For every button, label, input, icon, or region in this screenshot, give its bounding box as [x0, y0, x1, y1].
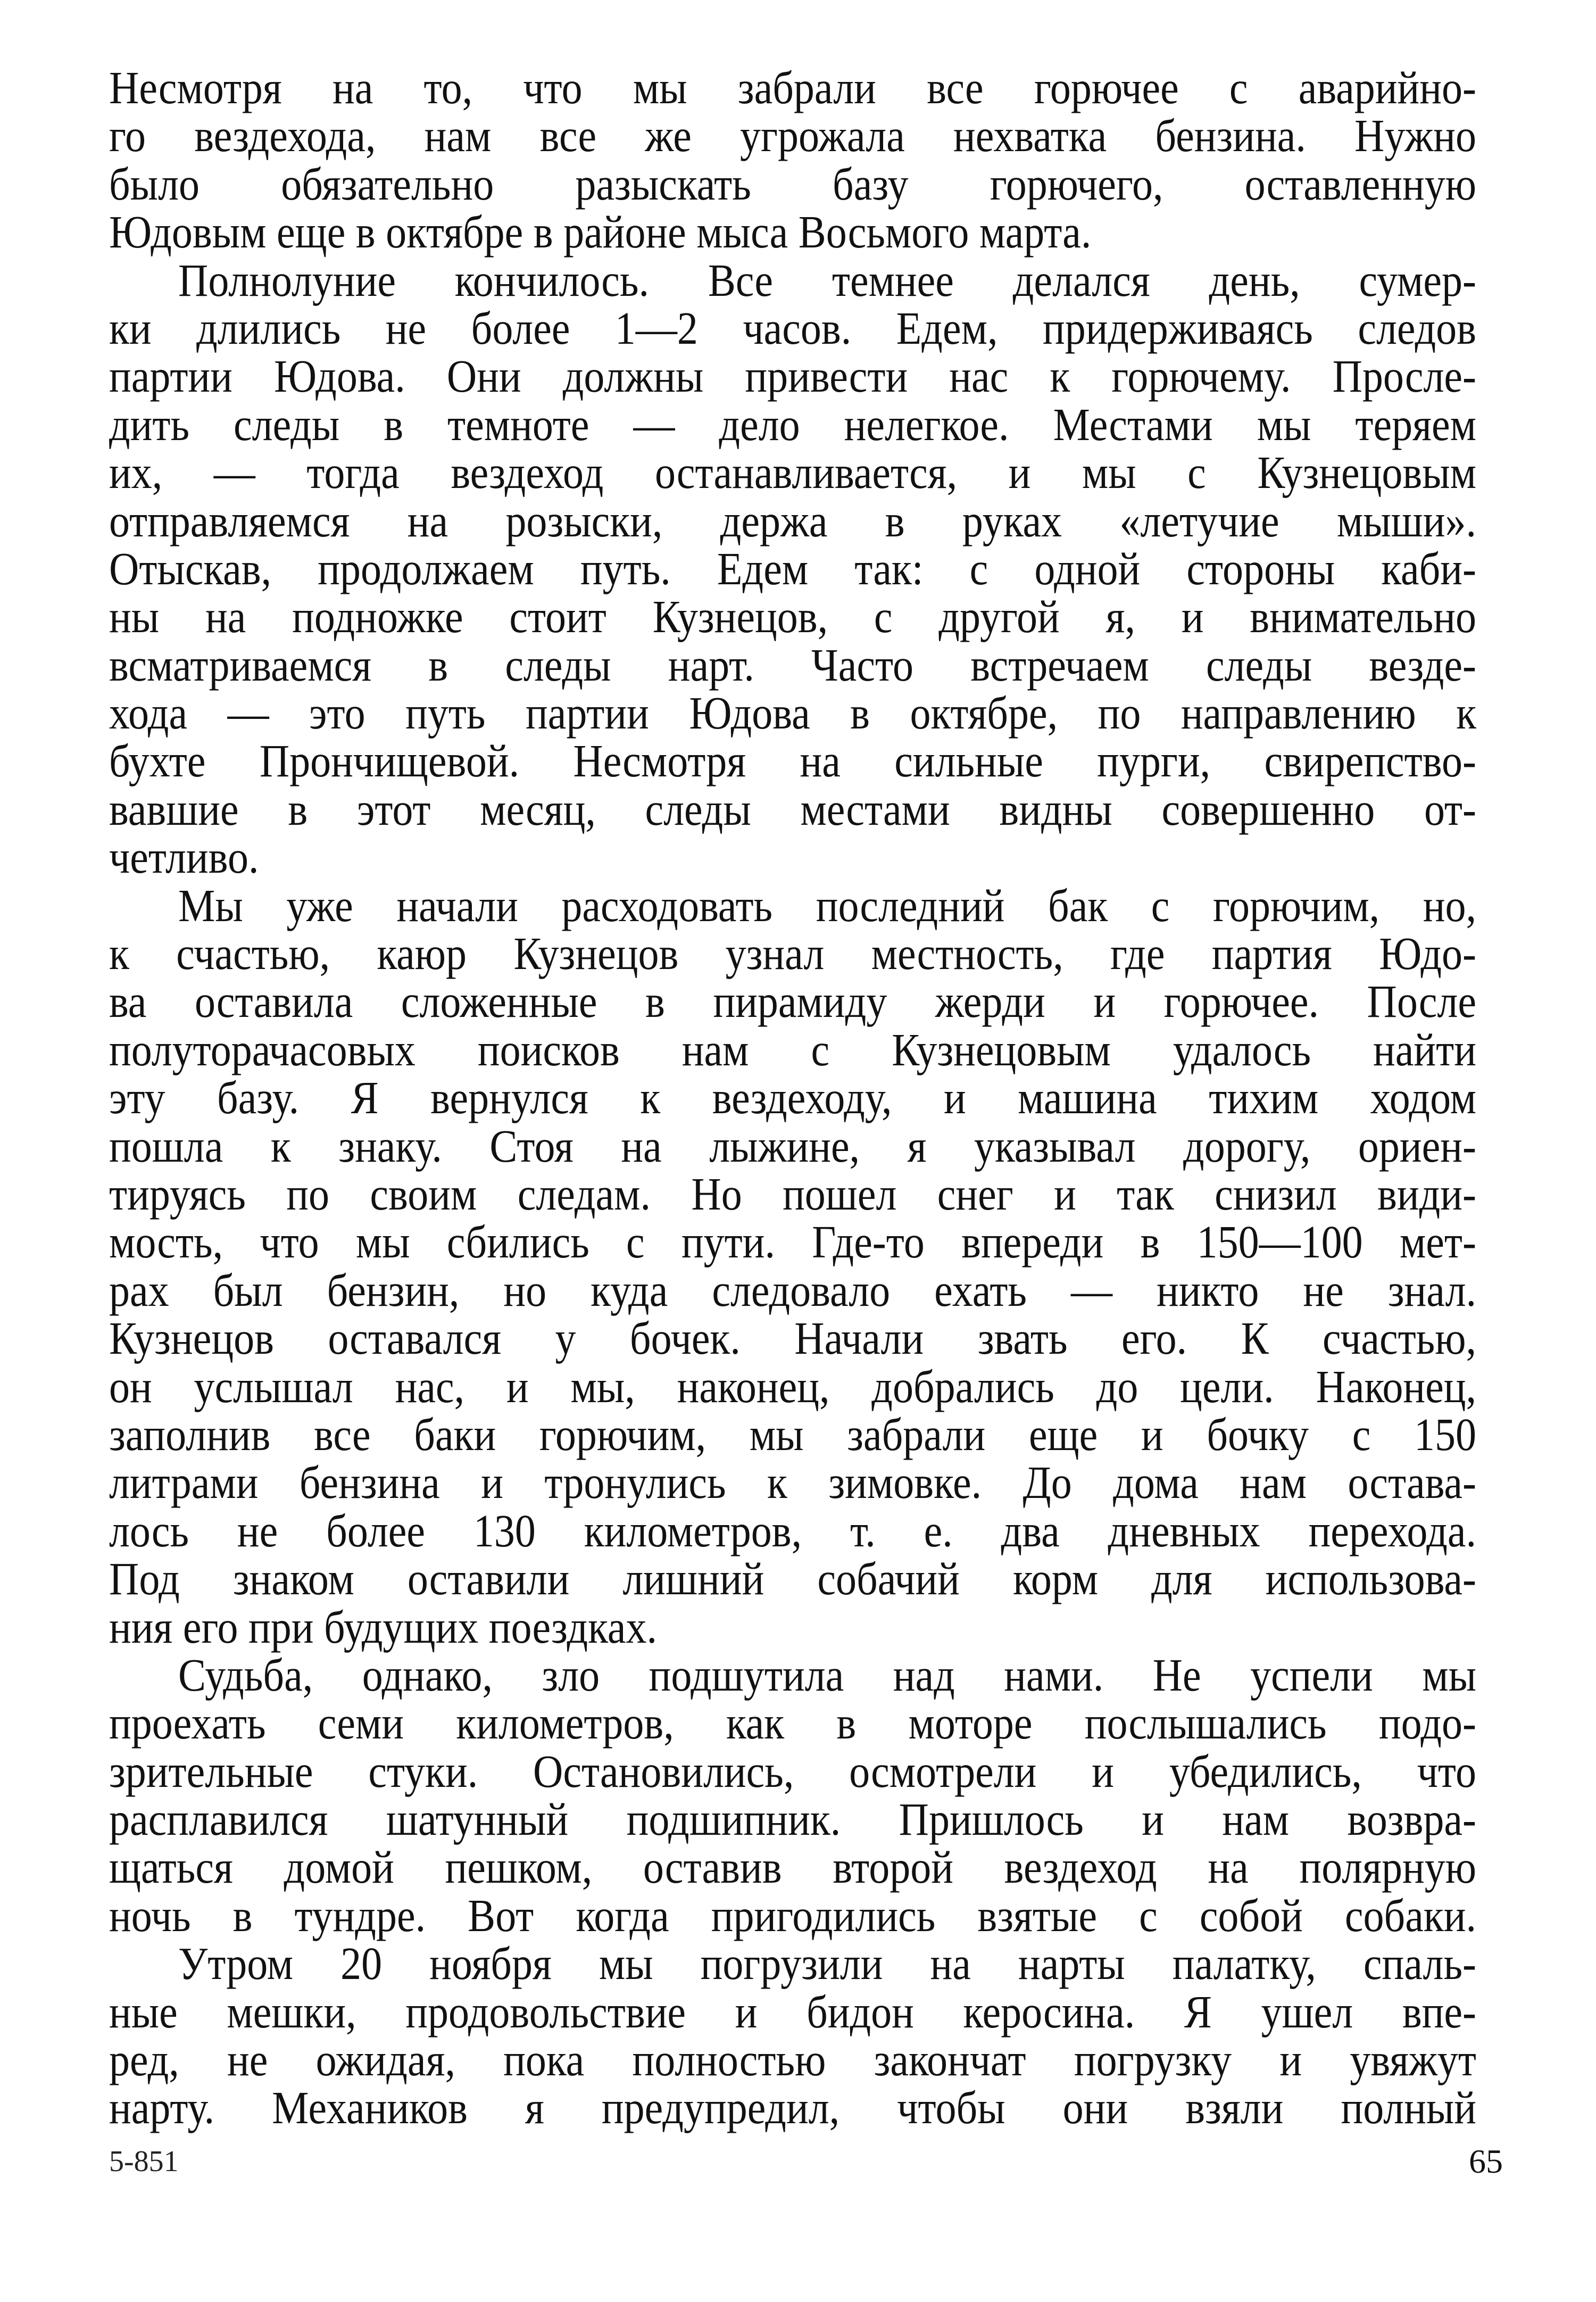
- text-line: зрительные стуки. Остановились, осмотрели и убедились, что: [109, 1745, 1476, 1797]
- text-line: мость, что мы сбились с пути. Где-то впереди в 150—100 мет-: [109, 1216, 1476, 1268]
- text-line: ные мешки, продовольствие и бидон керосина. Я ушел впе-: [109, 1985, 1476, 2038]
- text-line: рах был бензин, но куда следовало ехать — никто не знал.: [109, 1264, 1476, 1316]
- text-line: литрами бензина и тронулись к зимовке. До дома нам остава-: [109, 1456, 1476, 1509]
- text-line: заполнив все баки горючим, мы забрали еще и бочку с 150: [109, 1408, 1476, 1461]
- text-line: Кузнецов оставался у бочек. Начали звать его. К счастью,: [109, 1312, 1476, 1364]
- text-line: ночь в тундре. Вот когда пригодились взятые с собой собаки.: [109, 1889, 1476, 1941]
- text-line: лось не более 130 километров, т. е. два дневных перехода.: [109, 1504, 1476, 1556]
- paragraph: [109, 61, 1476, 258]
- text-line: Несмотря на то, что мы забрали все горючее с аварийно-: [109, 61, 1476, 114]
- body-text: [109, 61, 1476, 2134]
- text-line: Полнолуние кончилось. Все темнее делался день, сумер-: [178, 254, 1476, 306]
- text-line: ния его при будущих поездках.: [109, 1601, 657, 1653]
- text-line: ва оставила сложенные в пирамиду жерди и горючее. После: [109, 975, 1476, 1028]
- text-line: ред, не ожидая, пока полностью закончат погрузку и увяжут: [109, 2033, 1476, 2086]
- text-line: эту базу. Я вернулся к вездеходу, и машина тихим ходом: [109, 1071, 1476, 1124]
- text-line: Юдовым еще в октябре в районе мыса Восьмого марта.: [109, 205, 1092, 258]
- text-line: к счастью, каюр Кузнецов узнал местность, где партия Юдо-: [109, 927, 1476, 980]
- page-number: 65: [1469, 2142, 1503, 2180]
- text-line: проехать семи километров, как в моторе послышались подо-: [109, 1696, 1476, 1749]
- text-line: вавшие в этот месяц, следы местами видны совершенно от-: [109, 783, 1476, 835]
- paragraph: [109, 256, 1476, 882]
- text-line: бухте Прончищевой. Несмотря на сильные пурги, свирепство-: [109, 735, 1476, 787]
- paragraph: [109, 1937, 1476, 2134]
- text-line: партии Юдова. Они должны привести нас к горючему. Просле-: [109, 350, 1476, 402]
- text-line: Судьба, однако, зло подшутила над нами. Не успели мы: [178, 1649, 1476, 1701]
- text-line: полуторачасовых поисков нам с Кузнецовым удалось найти: [109, 1023, 1476, 1075]
- text-line: всматриваемся в следы нарт. Часто встречаем следы везде-: [109, 639, 1476, 691]
- text-line: пошла к знаку. Стоя на лыжине, я указывал дорогу, ориен-: [109, 1120, 1476, 1172]
- text-line: щаться домой пешком, оставив второй вездеход на полярную: [109, 1841, 1476, 1893]
- paragraph: [109, 1651, 1476, 1940]
- paragraph: [109, 879, 1476, 1653]
- text-line: нарту. Механиков я предупредил, чтобы они взяли полный: [109, 2082, 1476, 2134]
- text-line: расплавился шатунный подшипник. Пришлось и нам возвра-: [109, 1793, 1476, 1845]
- text-line: Под знаком оставили лишний собачий корм для использова-: [109, 1552, 1476, 1605]
- text-line: отправляемся на розыски, держа в руках «летучие мыши».: [109, 494, 1476, 546]
- printer-signature-mark: 5-851: [109, 2145, 179, 2178]
- text-line: дить следы в темноте — дело нелегкое. Местами мы теряем: [109, 398, 1476, 450]
- text-line: ны на подножке стоит Кузнецов, с другой я, и внимательно: [109, 590, 1476, 643]
- text-line: четливо.: [109, 831, 259, 883]
- text-line: го вездехода, нам все же угрожала нехватка бензина. Нужно: [109, 110, 1476, 162]
- text-line: Мы уже начали расходовать последний бак с горючим, но,: [178, 879, 1476, 931]
- text-line: их, — тогда вездеход останавливается, и мы с Кузнецовым: [109, 446, 1476, 499]
- text-line: он услышал нас, и мы, наконец, добрались до цели. Наконец,: [109, 1360, 1476, 1412]
- text-line: тируясь по своим следам. Но пошел снег и так снизил види-: [109, 1167, 1476, 1220]
- text-line: было обязательно разыскать базу горючего, оставленную: [109, 158, 1476, 210]
- text-line: Утром 20 ноября мы погрузили на нарты палатку, спаль-: [178, 1937, 1476, 1990]
- text-line: ки длились не более 1—2 часов. Едем, придерживаясь следов: [109, 302, 1476, 354]
- text-line: Отыскав, продолжаем путь. Едем так: с одной стороны каби-: [109, 542, 1476, 595]
- text-line: хода — это путь партии Юдова в октябре, по направлению к: [109, 686, 1476, 739]
